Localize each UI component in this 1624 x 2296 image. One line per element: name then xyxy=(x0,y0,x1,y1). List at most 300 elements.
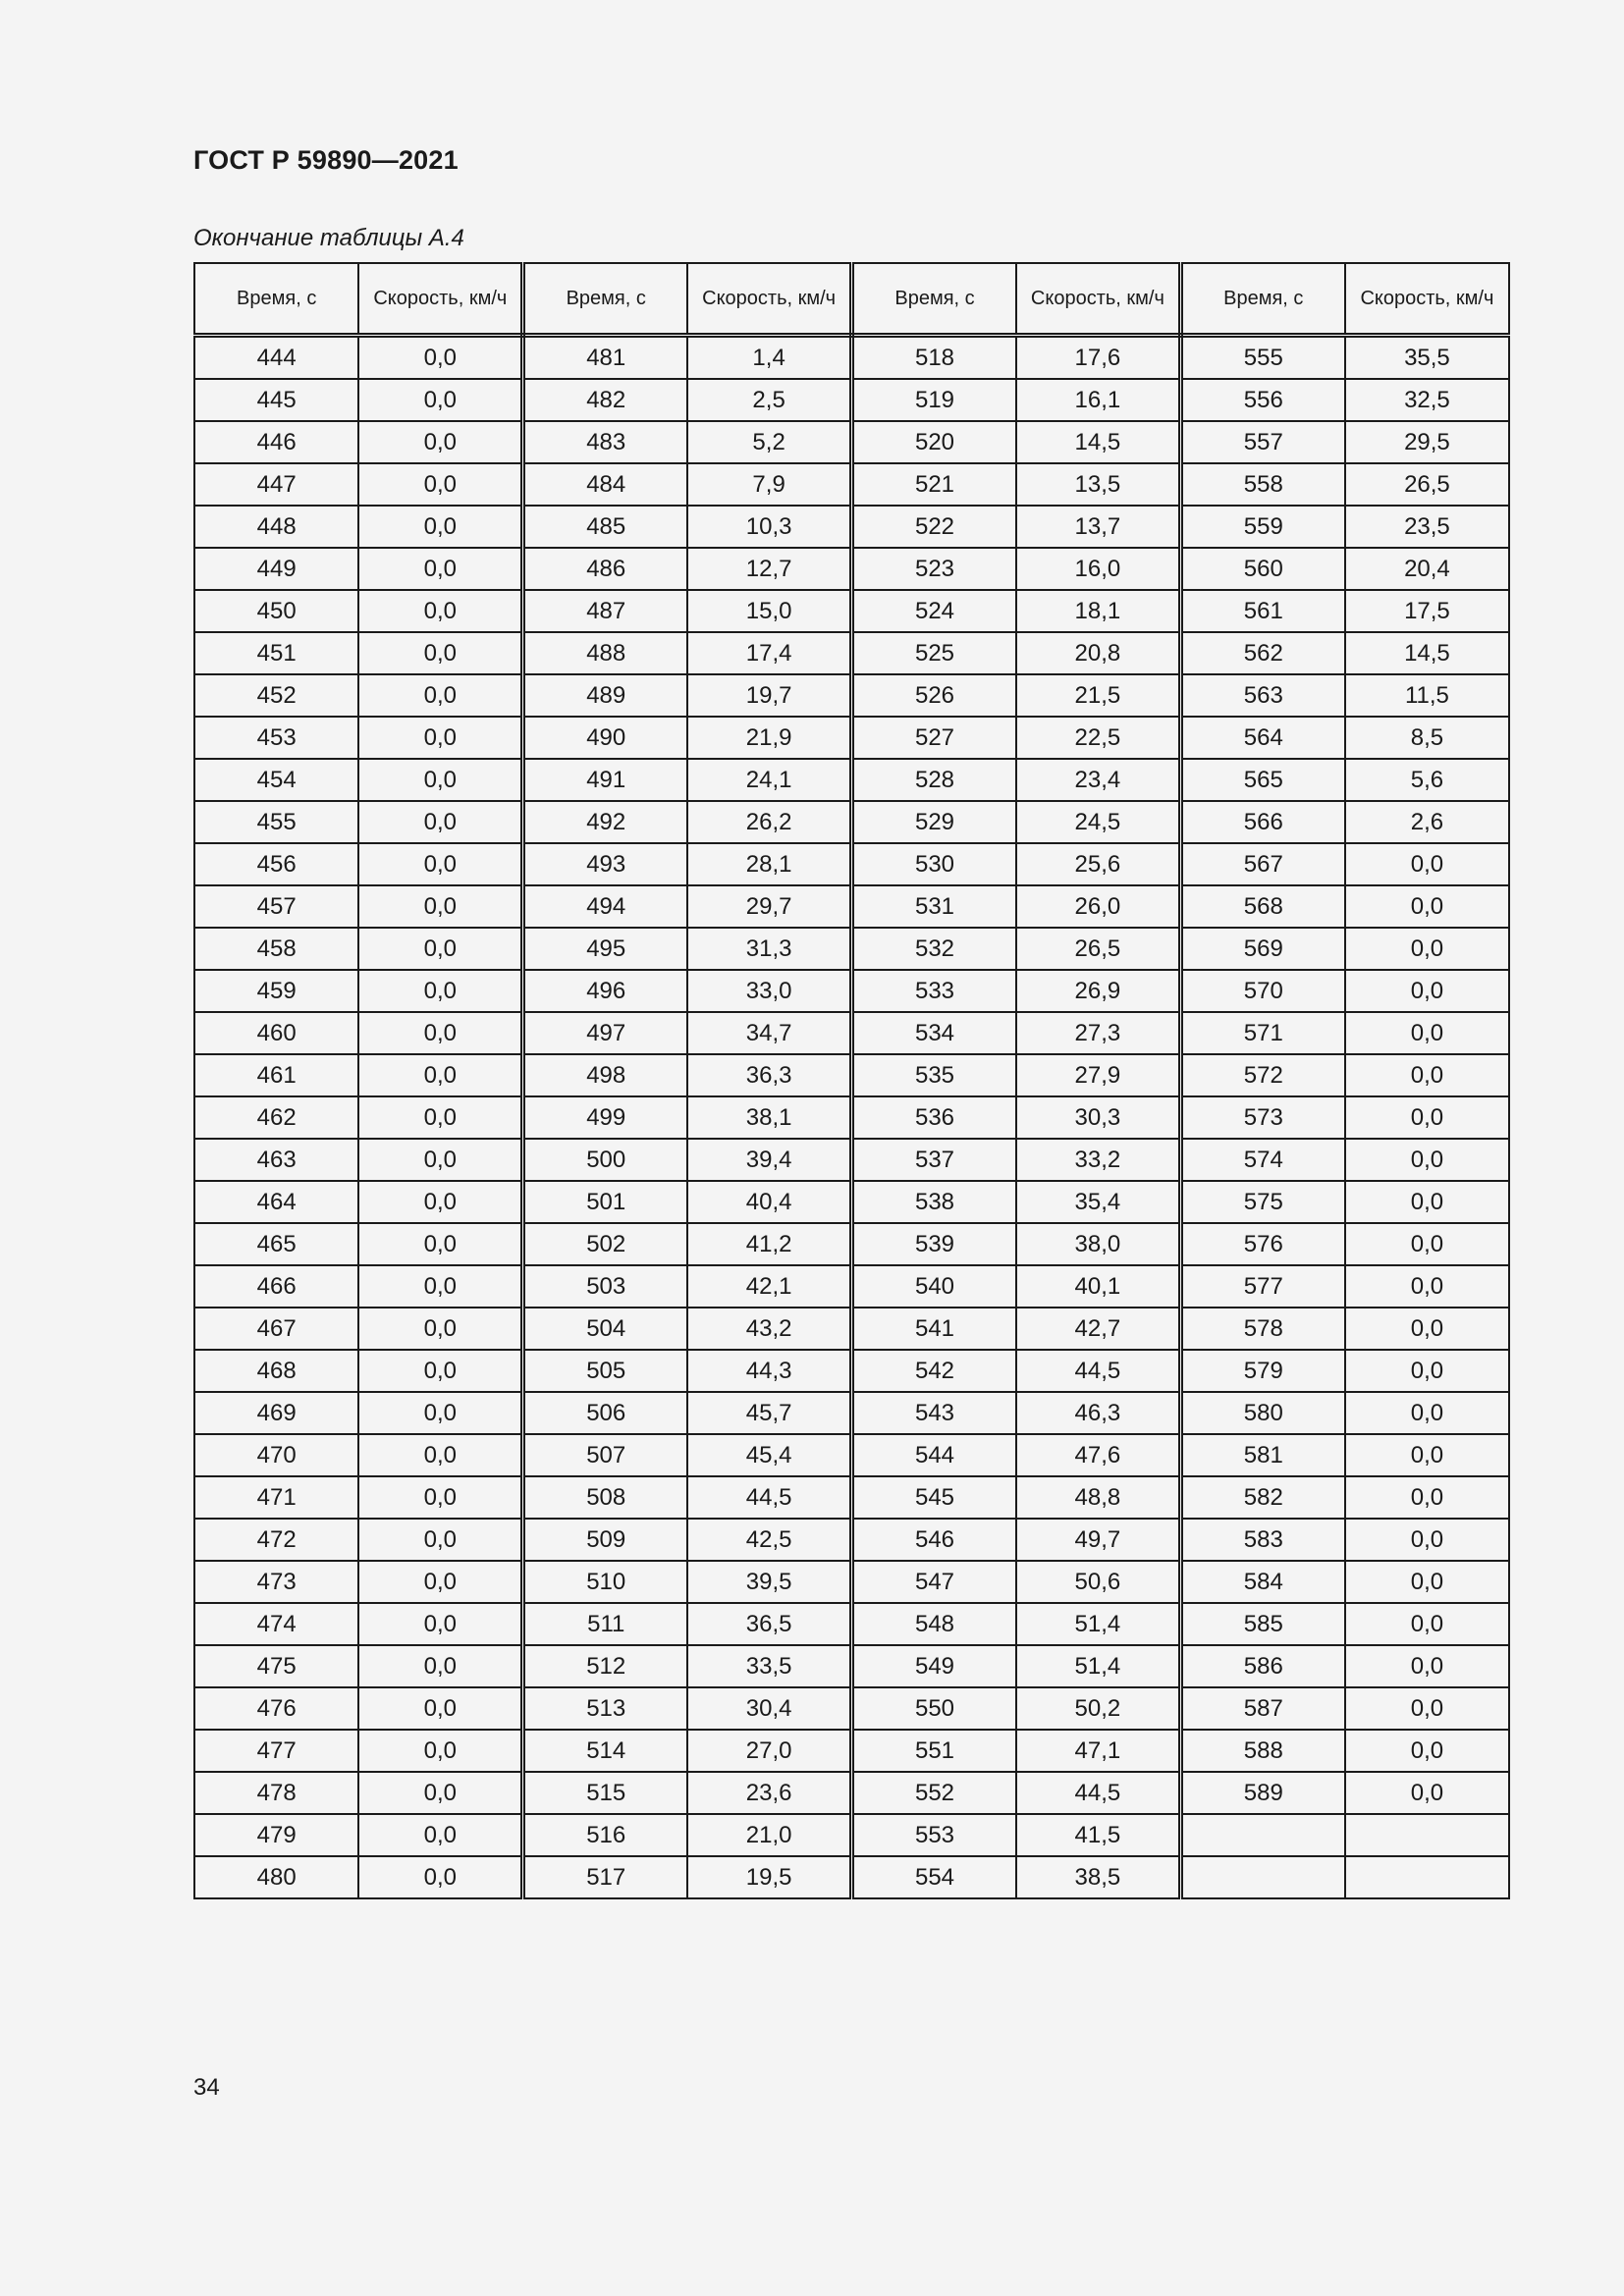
cell-speed: 26,5 xyxy=(1016,928,1180,970)
cell-speed: 0,0 xyxy=(358,1308,522,1350)
cell-speed: 23,4 xyxy=(1016,759,1180,801)
cell-time: 527 xyxy=(852,717,1016,759)
cell-speed: 10,3 xyxy=(687,506,851,548)
cell-time: 557 xyxy=(1180,421,1344,463)
cell-time: 470 xyxy=(194,1434,358,1476)
cell-time: 540 xyxy=(852,1265,1016,1308)
cell-speed: 0,0 xyxy=(358,590,522,632)
cell-time: 477 xyxy=(194,1730,358,1772)
cell-time: 480 xyxy=(194,1856,358,1898)
cell-speed: 35,5 xyxy=(1345,336,1509,380)
cell-time: 497 xyxy=(523,1012,687,1054)
cell-time: 471 xyxy=(194,1476,358,1519)
cell-time: 504 xyxy=(523,1308,687,1350)
table-row xyxy=(194,759,1509,801)
cell-speed: 0,0 xyxy=(1345,1730,1509,1772)
header-speed: Скорость, км/ч xyxy=(1345,263,1509,336)
table-row xyxy=(194,1223,1509,1265)
cell-speed: 2,5 xyxy=(687,379,851,421)
cell-speed: 0,0 xyxy=(358,1645,522,1687)
table-row xyxy=(194,1054,1509,1096)
cell-speed: 0,0 xyxy=(1345,1139,1509,1181)
cell-time: 516 xyxy=(523,1814,687,1856)
cell-time: 469 xyxy=(194,1392,358,1434)
cell-speed: 0,0 xyxy=(358,801,522,843)
cell-speed: 0,0 xyxy=(358,1350,522,1392)
cell-time: 462 xyxy=(194,1096,358,1139)
cell-time: 564 xyxy=(1180,717,1344,759)
cell-speed: 46,3 xyxy=(1016,1392,1180,1434)
cell-time: 484 xyxy=(523,463,687,506)
cell-speed: 0,0 xyxy=(358,759,522,801)
cell-speed: 21,9 xyxy=(687,717,851,759)
cell-speed: 0,0 xyxy=(1345,1223,1509,1265)
cell-time: 538 xyxy=(852,1181,1016,1223)
cell-time: 454 xyxy=(194,759,358,801)
cell-speed: 13,7 xyxy=(1016,506,1180,548)
cell-speed: 44,5 xyxy=(687,1476,851,1519)
cell-speed: 14,5 xyxy=(1345,632,1509,674)
cell-speed: 0,0 xyxy=(1345,1645,1509,1687)
cell-time: 475 xyxy=(194,1645,358,1687)
cell-speed: 27,0 xyxy=(687,1730,851,1772)
cell-speed: 0,0 xyxy=(358,1223,522,1265)
cell-time: 553 xyxy=(852,1814,1016,1856)
cell-time: 552 xyxy=(852,1772,1016,1814)
cell-speed: 0,0 xyxy=(358,1561,522,1603)
cell-speed: 0,0 xyxy=(358,970,522,1012)
cell-time: 453 xyxy=(194,717,358,759)
cell-speed: 0,0 xyxy=(1345,1054,1509,1096)
cell-time: 485 xyxy=(523,506,687,548)
table-body xyxy=(194,336,1509,1899)
cell-time: 583 xyxy=(1180,1519,1344,1561)
table-row xyxy=(194,1814,1509,1856)
cell-speed: 48,8 xyxy=(1016,1476,1180,1519)
cell-speed: 0,0 xyxy=(1345,1350,1509,1392)
cell-speed: 40,4 xyxy=(687,1181,851,1223)
table-row xyxy=(194,843,1509,885)
cell-time: 486 xyxy=(523,548,687,590)
cell-time: 539 xyxy=(852,1223,1016,1265)
cell-speed: 0,0 xyxy=(358,336,522,380)
cell-time: 585 xyxy=(1180,1603,1344,1645)
cell-time: 478 xyxy=(194,1772,358,1814)
cell-speed: 36,5 xyxy=(687,1603,851,1645)
cell-speed: 0,0 xyxy=(1345,1096,1509,1139)
cell-time: 568 xyxy=(1180,885,1344,928)
cell-speed: 39,5 xyxy=(687,1561,851,1603)
table-row xyxy=(194,1772,1509,1814)
cell-speed: 24,1 xyxy=(687,759,851,801)
header-time: Время, с xyxy=(1180,263,1344,336)
cell-speed: 0,0 xyxy=(1345,1476,1509,1519)
cell-time: 531 xyxy=(852,885,1016,928)
cell-speed: 0,0 xyxy=(358,1814,522,1856)
cell-time: 518 xyxy=(852,336,1016,380)
cell-speed: 42,7 xyxy=(1016,1308,1180,1350)
cell-speed: 29,7 xyxy=(687,885,851,928)
cell-speed: 0,0 xyxy=(358,1519,522,1561)
cell-speed: 21,5 xyxy=(1016,674,1180,717)
cell-time: 461 xyxy=(194,1054,358,1096)
table-row xyxy=(194,1519,1509,1561)
document-header: ГОСТ Р 59890—2021 xyxy=(193,145,459,175)
cell-speed: 11,5 xyxy=(1345,674,1509,717)
cell-time: 456 xyxy=(194,843,358,885)
cell-speed: 24,5 xyxy=(1016,801,1180,843)
table-row xyxy=(194,632,1509,674)
table-row xyxy=(194,970,1509,1012)
table-row xyxy=(194,674,1509,717)
table-row xyxy=(194,717,1509,759)
cell-time: 589 xyxy=(1180,1772,1344,1814)
cell-speed: 38,1 xyxy=(687,1096,851,1139)
cell-time: 569 xyxy=(1180,928,1344,970)
cell-speed: 19,5 xyxy=(687,1856,851,1898)
cell-time: 541 xyxy=(852,1308,1016,1350)
table-row xyxy=(194,421,1509,463)
cell-speed: 45,4 xyxy=(687,1434,851,1476)
cell-time: 543 xyxy=(852,1392,1016,1434)
cell-speed xyxy=(1345,1814,1509,1856)
cell-speed: 0,0 xyxy=(1345,843,1509,885)
cell-time: 509 xyxy=(523,1519,687,1561)
cell-time: 483 xyxy=(523,421,687,463)
cell-time: 521 xyxy=(852,463,1016,506)
cell-speed: 33,5 xyxy=(687,1645,851,1687)
cell-time: 499 xyxy=(523,1096,687,1139)
cell-time: 570 xyxy=(1180,970,1344,1012)
cell-time: 460 xyxy=(194,1012,358,1054)
cell-time: 524 xyxy=(852,590,1016,632)
cell-time: 529 xyxy=(852,801,1016,843)
cell-speed: 44,3 xyxy=(687,1350,851,1392)
cell-speed: 0,0 xyxy=(1345,1434,1509,1476)
table-row xyxy=(194,590,1509,632)
cell-speed: 0,0 xyxy=(358,1687,522,1730)
header-time: Время, с xyxy=(194,263,358,336)
cell-time: 544 xyxy=(852,1434,1016,1476)
cell-speed: 0,0 xyxy=(358,548,522,590)
cell-time: 542 xyxy=(852,1350,1016,1392)
cell-time: 578 xyxy=(1180,1308,1344,1350)
cell-speed: 23,5 xyxy=(1345,506,1509,548)
cell-speed: 18,1 xyxy=(1016,590,1180,632)
cell-speed: 0,0 xyxy=(1345,928,1509,970)
cell-time: 579 xyxy=(1180,1350,1344,1392)
cell-time: 465 xyxy=(194,1223,358,1265)
cell-speed: 30,3 xyxy=(1016,1096,1180,1139)
cell-speed: 33,2 xyxy=(1016,1139,1180,1181)
cell-time: 445 xyxy=(194,379,358,421)
cell-speed: 41,5 xyxy=(1016,1814,1180,1856)
cell-time: 551 xyxy=(852,1730,1016,1772)
cell-speed: 0,0 xyxy=(358,421,522,463)
cell-time: 574 xyxy=(1180,1139,1344,1181)
cell-speed: 0,0 xyxy=(358,1772,522,1814)
cell-time: 547 xyxy=(852,1561,1016,1603)
cell-speed: 0,0 xyxy=(358,506,522,548)
cell-speed: 25,6 xyxy=(1016,843,1180,885)
cell-time: 492 xyxy=(523,801,687,843)
cell-time: 517 xyxy=(523,1856,687,1898)
cell-speed: 0,0 xyxy=(1345,1392,1509,1434)
table-caption: Окончание таблицы А.4 xyxy=(193,225,464,251)
table-row xyxy=(194,1308,1509,1350)
cell-speed: 28,1 xyxy=(687,843,851,885)
cell-speed: 32,5 xyxy=(1345,379,1509,421)
cell-time: 488 xyxy=(523,632,687,674)
cell-time: 506 xyxy=(523,1392,687,1434)
speed-time-table xyxy=(193,262,1510,1899)
cell-speed: 0,0 xyxy=(358,717,522,759)
cell-time: 558 xyxy=(1180,463,1344,506)
table-row xyxy=(194,1561,1509,1603)
cell-time: 550 xyxy=(852,1687,1016,1730)
cell-time: 525 xyxy=(852,632,1016,674)
cell-speed: 47,1 xyxy=(1016,1730,1180,1772)
cell-time: 532 xyxy=(852,928,1016,970)
cell-time: 575 xyxy=(1180,1181,1344,1223)
cell-time: 505 xyxy=(523,1350,687,1392)
cell-time: 567 xyxy=(1180,843,1344,885)
cell-time: 448 xyxy=(194,506,358,548)
cell-speed: 33,0 xyxy=(687,970,851,1012)
cell-time: 493 xyxy=(523,843,687,885)
cell-time: 545 xyxy=(852,1476,1016,1519)
cell-speed: 26,9 xyxy=(1016,970,1180,1012)
cell-speed: 0,0 xyxy=(1345,1265,1509,1308)
table-row xyxy=(194,379,1509,421)
table-row xyxy=(194,463,1509,506)
cell-speed: 23,6 xyxy=(687,1772,851,1814)
cell-time: 498 xyxy=(523,1054,687,1096)
cell-time: 560 xyxy=(1180,548,1344,590)
cell-speed: 0,0 xyxy=(358,1096,522,1139)
cell-time: 489 xyxy=(523,674,687,717)
cell-time: 530 xyxy=(852,843,1016,885)
cell-speed: 16,1 xyxy=(1016,379,1180,421)
cell-speed: 27,9 xyxy=(1016,1054,1180,1096)
cell-time: 582 xyxy=(1180,1476,1344,1519)
cell-time xyxy=(1180,1814,1344,1856)
cell-time: 500 xyxy=(523,1139,687,1181)
cell-speed: 0,0 xyxy=(358,1434,522,1476)
cell-speed: 0,0 xyxy=(1345,885,1509,928)
cell-time: 522 xyxy=(852,506,1016,548)
cell-time: 476 xyxy=(194,1687,358,1730)
cell-speed: 12,7 xyxy=(687,548,851,590)
cell-speed: 20,4 xyxy=(1345,548,1509,590)
cell-time: 494 xyxy=(523,885,687,928)
header-speed: Скорость, км/ч xyxy=(1016,263,1180,336)
cell-time: 446 xyxy=(194,421,358,463)
cell-speed: 0,0 xyxy=(1345,1012,1509,1054)
cell-time: 535 xyxy=(852,1054,1016,1096)
cell-time: 572 xyxy=(1180,1054,1344,1096)
cell-speed: 0,0 xyxy=(358,1265,522,1308)
cell-time: 580 xyxy=(1180,1392,1344,1434)
cell-time: 507 xyxy=(523,1434,687,1476)
cell-time: 496 xyxy=(523,970,687,1012)
cell-time: 533 xyxy=(852,970,1016,1012)
cell-speed: 30,4 xyxy=(687,1687,851,1730)
cell-speed: 19,7 xyxy=(687,674,851,717)
cell-time: 508 xyxy=(523,1476,687,1519)
table-row xyxy=(194,1603,1509,1645)
cell-speed: 0,0 xyxy=(1345,1772,1509,1814)
cell-speed: 42,5 xyxy=(687,1519,851,1561)
cell-time: 466 xyxy=(194,1265,358,1308)
cell-time: 495 xyxy=(523,928,687,970)
cell-speed: 0,0 xyxy=(358,1730,522,1772)
cell-speed: 0,0 xyxy=(358,463,522,506)
cell-time: 514 xyxy=(523,1730,687,1772)
header-row xyxy=(194,263,1509,336)
table-row xyxy=(194,1181,1509,1223)
cell-speed: 17,4 xyxy=(687,632,851,674)
cell-speed: 34,7 xyxy=(687,1012,851,1054)
table-row xyxy=(194,506,1509,548)
table-row xyxy=(194,1350,1509,1392)
cell-speed: 0,0 xyxy=(1345,1308,1509,1350)
cell-time: 449 xyxy=(194,548,358,590)
cell-time: 450 xyxy=(194,590,358,632)
cell-time: 502 xyxy=(523,1223,687,1265)
cell-speed: 47,6 xyxy=(1016,1434,1180,1476)
table-row xyxy=(194,1096,1509,1139)
cell-speed: 27,3 xyxy=(1016,1012,1180,1054)
cell-time: 512 xyxy=(523,1645,687,1687)
cell-time: 537 xyxy=(852,1139,1016,1181)
cell-time: 515 xyxy=(523,1772,687,1814)
cell-time: 481 xyxy=(523,336,687,380)
cell-speed: 1,4 xyxy=(687,336,851,380)
cell-time: 523 xyxy=(852,548,1016,590)
cell-time: 561 xyxy=(1180,590,1344,632)
cell-time: 576 xyxy=(1180,1223,1344,1265)
cell-speed: 42,1 xyxy=(687,1265,851,1308)
cell-speed: 0,0 xyxy=(1345,1519,1509,1561)
cell-speed: 0,0 xyxy=(358,1476,522,1519)
cell-speed: 0,0 xyxy=(358,843,522,885)
cell-time: 565 xyxy=(1180,759,1344,801)
cell-time: 571 xyxy=(1180,1012,1344,1054)
cell-time xyxy=(1180,1856,1344,1898)
cell-speed: 38,0 xyxy=(1016,1223,1180,1265)
cell-speed: 31,3 xyxy=(687,928,851,970)
cell-time: 577 xyxy=(1180,1265,1344,1308)
cell-speed: 13,5 xyxy=(1016,463,1180,506)
cell-speed: 0,0 xyxy=(358,1181,522,1223)
cell-time: 549 xyxy=(852,1645,1016,1687)
cell-time: 562 xyxy=(1180,632,1344,674)
cell-speed: 0,0 xyxy=(358,1139,522,1181)
cell-time: 581 xyxy=(1180,1434,1344,1476)
header-speed: Скорость, км/ч xyxy=(687,263,851,336)
cell-speed: 0,0 xyxy=(358,885,522,928)
table-row xyxy=(194,801,1509,843)
header-time: Время, с xyxy=(523,263,687,336)
cell-speed: 50,6 xyxy=(1016,1561,1180,1603)
cell-speed: 5,6 xyxy=(1345,759,1509,801)
cell-time: 563 xyxy=(1180,674,1344,717)
cell-time: 584 xyxy=(1180,1561,1344,1603)
cell-time: 526 xyxy=(852,674,1016,717)
cell-speed: 0,0 xyxy=(358,1603,522,1645)
table-header xyxy=(194,263,1509,336)
cell-time: 566 xyxy=(1180,801,1344,843)
cell-time: 513 xyxy=(523,1687,687,1730)
cell-speed: 0,0 xyxy=(358,1054,522,1096)
cell-time: 511 xyxy=(523,1603,687,1645)
table-row xyxy=(194,1139,1509,1181)
cell-speed: 7,9 xyxy=(687,463,851,506)
cell-time: 555 xyxy=(1180,336,1344,380)
cell-time: 548 xyxy=(852,1603,1016,1645)
table-row xyxy=(194,548,1509,590)
cell-speed: 36,3 xyxy=(687,1054,851,1096)
cell-time: 457 xyxy=(194,885,358,928)
header-time: Время, с xyxy=(852,263,1016,336)
table-row xyxy=(194,1687,1509,1730)
cell-speed: 51,4 xyxy=(1016,1603,1180,1645)
cell-speed: 51,4 xyxy=(1016,1645,1180,1687)
cell-speed: 0,0 xyxy=(1345,1687,1509,1730)
cell-speed: 44,5 xyxy=(1016,1772,1180,1814)
cell-speed: 26,0 xyxy=(1016,885,1180,928)
table-row xyxy=(194,1856,1509,1898)
cell-time: 473 xyxy=(194,1561,358,1603)
cell-time: 503 xyxy=(523,1265,687,1308)
cell-time: 510 xyxy=(523,1561,687,1603)
cell-speed: 44,5 xyxy=(1016,1350,1180,1392)
cell-time: 546 xyxy=(852,1519,1016,1561)
cell-speed: 29,5 xyxy=(1345,421,1509,463)
cell-speed: 26,5 xyxy=(1345,463,1509,506)
cell-time: 458 xyxy=(194,928,358,970)
cell-time: 447 xyxy=(194,463,358,506)
cell-speed: 0,0 xyxy=(358,1012,522,1054)
cell-speed: 0,0 xyxy=(1345,1181,1509,1223)
cell-speed: 0,0 xyxy=(358,632,522,674)
cell-speed: 20,8 xyxy=(1016,632,1180,674)
cell-speed: 15,0 xyxy=(687,590,851,632)
cell-speed: 0,0 xyxy=(358,674,522,717)
cell-speed: 17,6 xyxy=(1016,336,1180,380)
cell-speed: 0,0 xyxy=(358,379,522,421)
table-row xyxy=(194,1730,1509,1772)
cell-speed: 0,0 xyxy=(1345,1603,1509,1645)
cell-time: 501 xyxy=(523,1181,687,1223)
table-row xyxy=(194,1392,1509,1434)
cell-time: 464 xyxy=(194,1181,358,1223)
cell-time: 519 xyxy=(852,379,1016,421)
cell-speed xyxy=(1345,1856,1509,1898)
cell-speed: 0,0 xyxy=(1345,970,1509,1012)
cell-speed: 43,2 xyxy=(687,1308,851,1350)
cell-speed: 22,5 xyxy=(1016,717,1180,759)
cell-time: 459 xyxy=(194,970,358,1012)
cell-time: 559 xyxy=(1180,506,1344,548)
cell-time: 573 xyxy=(1180,1096,1344,1139)
cell-time: 474 xyxy=(194,1603,358,1645)
cell-time: 588 xyxy=(1180,1730,1344,1772)
header-speed: Скорость, км/ч xyxy=(358,263,522,336)
cell-time: 467 xyxy=(194,1308,358,1350)
page-number: 34 xyxy=(193,2074,220,2101)
